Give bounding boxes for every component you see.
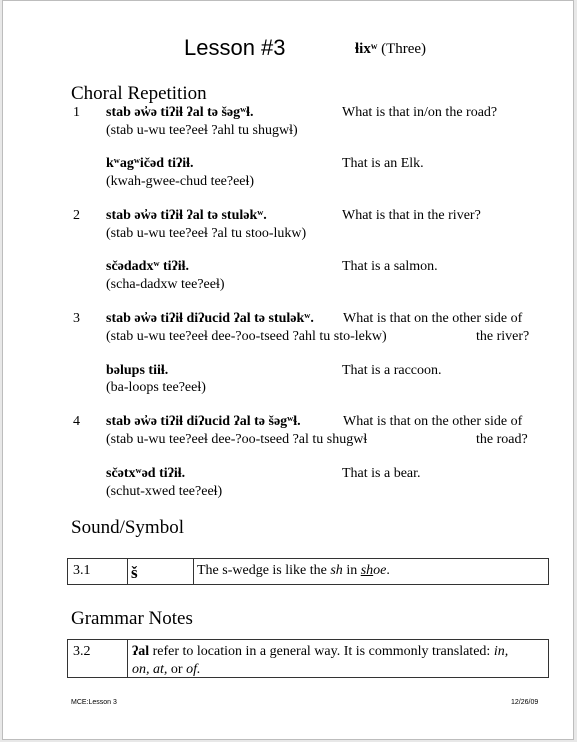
footer-date: 12/26/09	[511, 699, 539, 706]
english-translation-continued: the road?	[476, 432, 528, 447]
pronunciation: (stab u-wu tee?eeɬ ?al tu stoo-lukw)	[106, 226, 307, 241]
sound-symbol-table	[67, 558, 549, 585]
english-translation: That is a raccoon.	[342, 363, 442, 378]
english-translation: What is that in the river?	[342, 208, 481, 223]
document-page	[2, 0, 574, 740]
symbol-description: The s-wedge is like the sh in shoe.	[197, 563, 390, 578]
lushootseed-phrase: sčətxʷəd tiʔiɬ.	[106, 466, 186, 481]
pronunciation: (schut-xwed tee?eeɬ)	[106, 484, 223, 499]
pronunciation: (stab u-wu tee?eeɬ dee-?oo-tseed ?ahl tu sto-lekw)	[106, 329, 387, 344]
english-number: (Three)	[381, 41, 427, 57]
grammar-notes-table	[67, 639, 549, 678]
pronunciation: (kwah-gwee-chud tee?eeɬ)	[106, 174, 255, 189]
table-number: 3.1	[73, 563, 91, 578]
section-grammar-notes: Grammar Notes	[71, 608, 193, 629]
footer-left: MCE:Lesson 3	[71, 699, 117, 706]
item-number: 1	[73, 105, 80, 120]
item-number: 4	[73, 414, 80, 429]
lesson-title: Lesson #3	[184, 35, 286, 60]
english-translation: That is a bear.	[342, 466, 421, 481]
table-number: 3.2	[73, 644, 91, 659]
lushootseed-phrase: stab əw̓ə tiʔiɬ diʔucid ʔal tə stuləkʷ.	[106, 311, 314, 326]
pronunciation: (stab u-wu tee?eeɬ dee-?oo-tseed ?al tu shugwɬ	[106, 432, 368, 447]
english-translation-continued: the river?	[476, 329, 530, 344]
english-translation: What is that on the other side of	[343, 311, 523, 326]
lushootseed-phrase: stab əw̓ə tiʔiɬ diʔucid ʔal tə šəgʷɬ.	[106, 414, 301, 429]
english-translation: That is a salmon.	[342, 259, 438, 274]
item-number: 3	[73, 311, 80, 326]
lesson-subtitle	[355, 41, 426, 58]
symbol-s-wedge: š	[131, 563, 138, 582]
lushootseed-phrase: bəlups tiiɬ.	[106, 363, 169, 378]
grammar-note-text: ʔal refer to location in a general way. It is commonly translated: in, on, at, or of.	[132, 644, 509, 677]
section-sound-symbol: Sound/Symbol	[71, 517, 184, 538]
english-translation: What is that in/on the road?	[342, 105, 498, 120]
english-translation: That is an Elk.	[342, 156, 424, 171]
lushootseed-phrase: stab əw̓ə tiʔiɬ ʔal tə šəgʷɬ.	[106, 105, 254, 120]
lushootseed-phrase: kʷagʷičəd tiʔiɬ.	[106, 156, 194, 171]
pronunciation: (ba-loops tee?eeɬ)	[106, 380, 206, 395]
pronunciation: (scha-dadxw tee?eeɬ)	[106, 277, 225, 292]
section-choral-repetition: Choral Repetition	[71, 83, 207, 104]
english-translation: What is that on the other side of	[343, 414, 523, 429]
lushootseed-number: ɬixʷ	[355, 41, 378, 57]
lushootseed-phrase: sčədadxʷ tiʔiɬ.	[106, 259, 190, 274]
pronunciation: (stab u-wu tee?eeɬ ?ahl tu shugwɬ)	[106, 123, 298, 138]
item-number: 2	[73, 208, 80, 223]
lushootseed-phrase: stab əw̓ə tiʔiɬ ʔal tə stuləkʷ.	[106, 208, 267, 223]
